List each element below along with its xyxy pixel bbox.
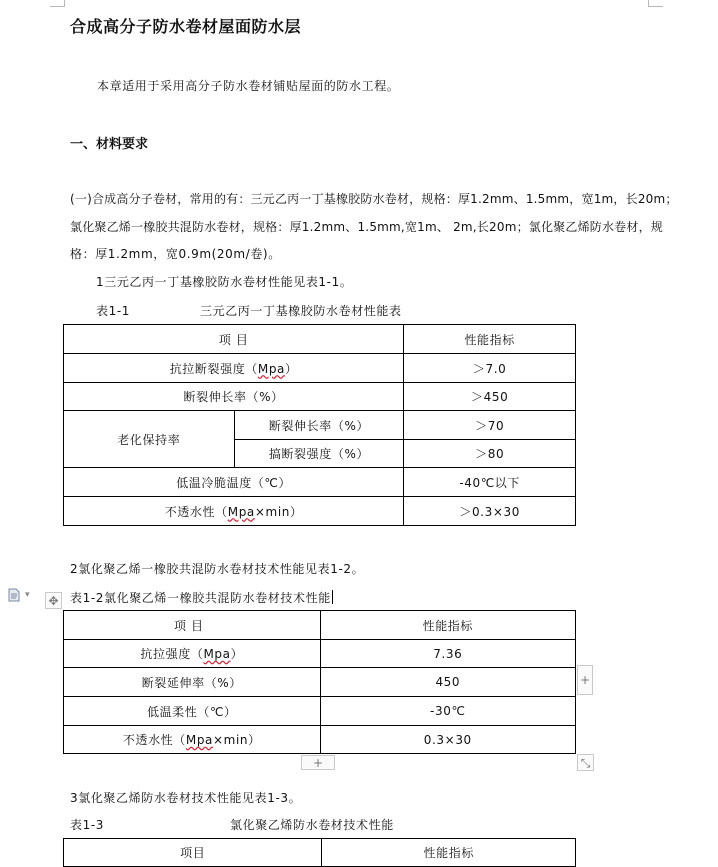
table-2-caption: 表1-2氯化聚乙烯一橡胶共混防水卷材技术性能 (70, 591, 331, 605)
table-1-2 (63, 610, 576, 754)
table-1-number: 表1-1 (96, 304, 130, 318)
table-row (64, 354, 576, 383)
table-cell: 断裂延伸率（%） (64, 668, 321, 697)
table-3-caption: 氯化聚乙烯防水卷材技术性能 (230, 818, 394, 832)
table-row (64, 697, 576, 726)
table-cell: 450 (320, 668, 575, 697)
table-cell: 抗拉断裂强度（Mpa） (64, 354, 404, 383)
chevron-down-icon[interactable]: ▾ (25, 590, 30, 600)
table-1-1 (63, 324, 576, 526)
table-cell: 低温冷脆温度（℃） (64, 468, 404, 497)
table-cell: 断裂伸长率（%） (64, 383, 404, 411)
table-header-cell: 项 目 (64, 325, 404, 354)
table-cell: 搞断裂强度（%） (234, 440, 404, 468)
table-cell: 不透水性（Mpa×min） (64, 497, 404, 526)
table-cell: ＞80 (404, 440, 576, 468)
table-row (64, 640, 576, 668)
item-2-text: 2氯化聚乙烯一橡胶共混防水卷材技术性能见表1-2。 (70, 562, 365, 576)
table-header-cell: 性能指标 (322, 839, 576, 867)
table-row (64, 325, 576, 354)
table-row (64, 411, 576, 440)
table-cell: 抗拉强度（Mpa） (64, 640, 321, 668)
table-cell: -40℃以下 (404, 468, 576, 497)
table-header-cell: 项 目 (64, 611, 321, 640)
layout-options-icon[interactable] (8, 588, 20, 606)
table-cell: 断裂伸长率（%） (234, 411, 404, 440)
text-cursor (332, 590, 333, 604)
page-corner-top-left (50, 0, 65, 7)
table-1-3 (63, 838, 576, 867)
table-row (64, 668, 576, 697)
intro-paragraph: 本章适用于采用高分子防水卷材铺贴屋面的防水工程。 (97, 79, 400, 93)
add-row-button[interactable]: + (301, 755, 335, 770)
paragraph-line-1: (一)合成高分子卷材，常用的有：三元乙丙一丁基橡胶防水卷材，规格：厚1.2mm、1.5mm，宽1m，长20m； (70, 192, 678, 206)
table-header-cell: 性能指标 (404, 325, 576, 354)
table-resize-icon[interactable]: ⤡ (577, 754, 594, 771)
table-row (64, 839, 576, 867)
table-cell: ＞7.0 (404, 354, 576, 383)
section-heading-materials: 一、材料要求 (70, 137, 149, 152)
table-row (64, 611, 576, 640)
item-3-text: 3氯化聚乙烯防水卷材技术性能见表1-3。 (70, 791, 302, 805)
add-column-button[interactable]: + (577, 665, 593, 695)
table-cell: -30℃ (320, 697, 575, 726)
table-cell: ＞450 (404, 383, 576, 411)
table-cell: 不透水性（Mpa×min） (64, 726, 321, 754)
table-move-handle-icon[interactable]: ✥ (45, 592, 62, 609)
page-corner-top-right (648, 0, 663, 7)
table-cell: 0.3×30 (320, 726, 575, 754)
table-header-cell: 项目 (64, 839, 322, 867)
table-row (64, 468, 576, 497)
item-1-text: 1三元乙丙一丁基橡胶防水卷材性能见表1-1。 (96, 275, 353, 289)
document-title: 合成高分子防水卷材屋面防水层 (70, 17, 302, 36)
table-row (64, 497, 576, 526)
paragraph-line-3: 格：厚1.2mm，宽0.9m(20m/卷)。 (70, 247, 281, 261)
table-cell: 低温柔性（℃） (64, 697, 321, 726)
table-cell-group: 老化保持率 (64, 411, 235, 468)
table-cell: ＞70 (404, 411, 576, 440)
table-cell: 7.36 (320, 640, 575, 668)
table-3-number: 表1-3 (70, 818, 104, 832)
table-cell: ＞0.3×30 (404, 497, 576, 526)
table-row (64, 726, 576, 754)
table-1-caption: 三元乙丙一丁基橡胶防水卷材性能表 (200, 304, 402, 318)
table-header-cell: 性能指标 (320, 611, 575, 640)
paragraph-line-2: 氯化聚乙烯一橡胶共混防水卷材，规格：厚1.2mm、1.5mm,宽1m、 2m,长20m；氯化聚乙烯防水卷材，规 (70, 220, 663, 234)
table-row (64, 383, 576, 411)
